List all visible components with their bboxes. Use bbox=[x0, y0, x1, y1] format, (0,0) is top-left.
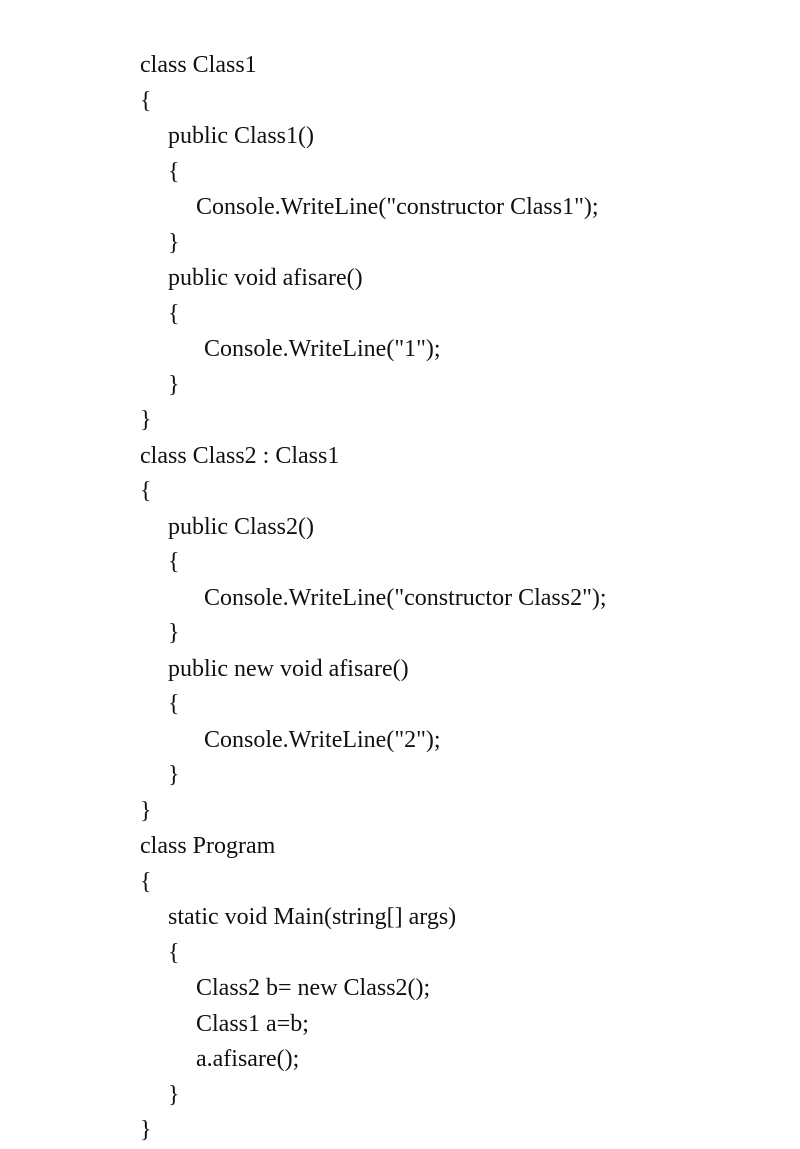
code-line: } bbox=[140, 407, 152, 433]
code-line: public Class1() bbox=[168, 123, 314, 149]
code-line: Class1 a=b; bbox=[196, 1010, 309, 1037]
code-line: { bbox=[168, 158, 180, 185]
code-line: class Class1 bbox=[140, 52, 257, 78]
code-line: Console.WriteLine("1"); bbox=[204, 336, 441, 362]
code-line: public new void afisare() bbox=[168, 655, 409, 682]
code-line: public Class2() bbox=[168, 513, 314, 540]
code-line: Console.WriteLine("constructor Class2"); bbox=[204, 584, 607, 611]
code-line: Console.WriteLine("constructor Class1"); bbox=[196, 194, 599, 220]
code-line: { bbox=[140, 868, 152, 895]
code-line: { bbox=[140, 87, 152, 114]
code-line: } bbox=[168, 1081, 180, 1108]
code-line: Console.WriteLine("2"); bbox=[204, 726, 441, 753]
code-line: { bbox=[168, 939, 180, 966]
code-line: static void Main(string[] args) bbox=[168, 904, 457, 930]
code-line: { bbox=[168, 300, 180, 327]
code-line: } bbox=[168, 762, 180, 788]
code-line: { bbox=[140, 478, 152, 504]
code-line: public void afisare() bbox=[168, 265, 363, 291]
code-line: { bbox=[168, 691, 180, 717]
code-line: class Program bbox=[140, 833, 276, 859]
code-line: a.afisare(); bbox=[196, 1046, 300, 1072]
code-line: } bbox=[168, 371, 180, 398]
code-line: { bbox=[168, 549, 180, 575]
code-line: class Class2 : Class1 bbox=[140, 442, 340, 469]
code-line: Class2 b= new Class2(); bbox=[196, 975, 431, 1001]
code-line: } bbox=[168, 620, 180, 646]
code-line: } bbox=[140, 797, 152, 824]
code-line: } bbox=[140, 1117, 152, 1143]
code-line: } bbox=[168, 229, 180, 256]
code-listing bbox=[140, 48, 780, 1149]
